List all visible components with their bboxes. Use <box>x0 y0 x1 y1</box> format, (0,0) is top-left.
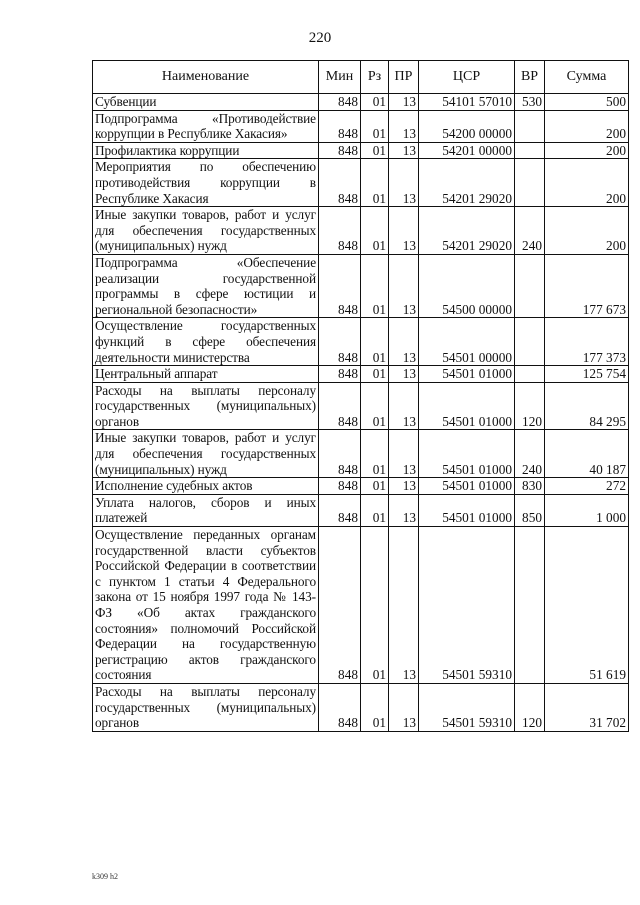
cell-name: Центральный аппарат <box>93 366 319 383</box>
cell-sum: 177 373 <box>545 318 629 366</box>
cell-min: 848 <box>319 494 361 526</box>
cell-pr: 13 <box>389 494 419 526</box>
cell-vr: 530 <box>515 94 545 111</box>
cell-pr: 13 <box>389 254 419 317</box>
header-name: Наименование <box>93 61 319 94</box>
cell-vr: 830 <box>515 478 545 495</box>
table-row <box>93 366 629 383</box>
cell-rz: 01 <box>361 142 389 159</box>
page-number: 220 <box>308 30 332 46</box>
cell-csr: 54501 01000 <box>419 430 515 478</box>
cell-sum: 500 <box>545 94 629 111</box>
cell-csr: 54501 00000 <box>419 318 515 366</box>
header-vr: ВР <box>515 61 545 94</box>
cell-pr: 13 <box>389 366 419 383</box>
header-csr: ЦСР <box>419 61 515 94</box>
cell-sum: 51 619 <box>545 527 629 684</box>
cell-rz: 01 <box>361 366 389 383</box>
cell-vr <box>515 254 545 317</box>
cell-rz: 01 <box>361 254 389 317</box>
cell-sum: 177 673 <box>545 254 629 317</box>
cell-name: Иные закупки товаров, работ и услуг для обеспечения государственных (муниципальных) нужд <box>93 430 319 478</box>
cell-name: Мероприятия по обеспечению противодействия коррупции в Республике Хакасия <box>93 159 319 207</box>
cell-csr: 54501 59310 <box>419 527 515 684</box>
cell-pr: 13 <box>389 683 419 731</box>
cell-pr: 13 <box>389 110 419 142</box>
cell-name: Профилактика коррупции <box>93 142 319 159</box>
cell-sum: 1 000 <box>545 494 629 526</box>
cell-name: Исполнение судебных актов <box>93 478 319 495</box>
cell-pr: 13 <box>389 527 419 684</box>
header-sum: Сумма <box>545 61 629 94</box>
table-row <box>93 207 629 255</box>
cell-name: Подпрограмма «Обеспечение реализации государственной программы в сфере юстиции и региональной безопасности» <box>93 254 319 317</box>
footer-code: k309 h2 <box>92 872 118 881</box>
cell-min: 848 <box>319 254 361 317</box>
cell-pr: 13 <box>389 142 419 159</box>
cell-sum: 200 <box>545 159 629 207</box>
cell-rz: 01 <box>361 94 389 111</box>
cell-rz: 01 <box>361 207 389 255</box>
cell-vr: 120 <box>515 683 545 731</box>
cell-csr: 54501 59310 <box>419 683 515 731</box>
cell-vr <box>515 527 545 684</box>
cell-csr: 54201 29020 <box>419 207 515 255</box>
cell-name: Подпрограмма «Противодействие коррупции в Республике Хакасия» <box>93 110 319 142</box>
cell-pr: 13 <box>389 318 419 366</box>
cell-sum: 31 702 <box>545 683 629 731</box>
table-row <box>93 382 629 430</box>
cell-rz: 01 <box>361 478 389 495</box>
cell-sum: 200 <box>545 110 629 142</box>
cell-sum: 125 754 <box>545 366 629 383</box>
cell-vr: 240 <box>515 207 545 255</box>
cell-rz: 01 <box>361 110 389 142</box>
cell-csr: 54201 00000 <box>419 142 515 159</box>
cell-sum: 40 187 <box>545 430 629 478</box>
budget-table <box>92 60 629 732</box>
cell-rz: 01 <box>361 683 389 731</box>
cell-name: Иные закупки товаров, работ и услуг для обеспечения государственных (муниципальных) нужд <box>93 207 319 255</box>
cell-sum: 200 <box>545 142 629 159</box>
cell-pr: 13 <box>389 94 419 111</box>
cell-min: 848 <box>319 110 361 142</box>
cell-min: 848 <box>319 366 361 383</box>
cell-pr: 13 <box>389 478 419 495</box>
table-row <box>93 494 629 526</box>
table-row <box>93 430 629 478</box>
cell-rz: 01 <box>361 382 389 430</box>
cell-vr <box>515 318 545 366</box>
cell-pr: 13 <box>389 159 419 207</box>
cell-rz: 01 <box>361 159 389 207</box>
cell-csr: 54101 57010 <box>419 94 515 111</box>
cell-vr: 850 <box>515 494 545 526</box>
table-row <box>93 94 629 111</box>
cell-min: 848 <box>319 142 361 159</box>
cell-csr: 54501 01000 <box>419 366 515 383</box>
header-row <box>93 61 629 94</box>
cell-sum: 200 <box>545 207 629 255</box>
table-row <box>93 159 629 207</box>
cell-sum: 84 295 <box>545 382 629 430</box>
header-rz: Рз <box>361 61 389 94</box>
cell-min: 848 <box>319 318 361 366</box>
table-row <box>93 142 629 159</box>
cell-name: Уплата налогов, сборов и иных платежей <box>93 494 319 526</box>
table-row <box>93 683 629 731</box>
cell-vr <box>515 110 545 142</box>
cell-vr <box>515 366 545 383</box>
table-row <box>93 478 629 495</box>
header-pr: ПР <box>389 61 419 94</box>
header-min: Мин <box>319 61 361 94</box>
table-row <box>93 527 629 684</box>
table-row <box>93 254 629 317</box>
cell-min: 848 <box>319 207 361 255</box>
cell-rz: 01 <box>361 430 389 478</box>
cell-min: 848 <box>319 94 361 111</box>
cell-rz: 01 <box>361 527 389 684</box>
cell-min: 848 <box>319 159 361 207</box>
cell-min: 848 <box>319 527 361 684</box>
cell-pr: 13 <box>389 207 419 255</box>
cell-vr <box>515 142 545 159</box>
cell-rz: 01 <box>361 494 389 526</box>
cell-csr: 54201 29020 <box>419 159 515 207</box>
cell-name: Расходы на выплаты персоналу государственных (муниципальных) органов <box>93 382 319 430</box>
cell-pr: 13 <box>389 382 419 430</box>
table-row <box>93 318 629 366</box>
cell-min: 848 <box>319 683 361 731</box>
cell-name: Расходы на выплаты персоналу государственных (муниципальных) органов <box>93 683 319 731</box>
cell-min: 848 <box>319 478 361 495</box>
table-row <box>93 110 629 142</box>
cell-csr: 54501 01000 <box>419 478 515 495</box>
cell-name: Субвенции <box>93 94 319 111</box>
cell-vr: 240 <box>515 430 545 478</box>
cell-min: 848 <box>319 382 361 430</box>
cell-vr: 120 <box>515 382 545 430</box>
cell-vr <box>515 159 545 207</box>
cell-csr: 54500 00000 <box>419 254 515 317</box>
cell-pr: 13 <box>389 430 419 478</box>
cell-rz: 01 <box>361 318 389 366</box>
cell-min: 848 <box>319 430 361 478</box>
cell-csr: 54200 00000 <box>419 110 515 142</box>
cell-name: Осуществление государственных функций в сфере обеспечения деятельности министерства <box>93 318 319 366</box>
cell-name: Осуществление переданных органам государственной власти субъектов Российской Федерации в соответствии с пунктом 1 статьи 4 Федерального закона от 15 ноября 1997 года № 143-ФЗ «Об актах гражданского состояния» полномочий Российской Федерации на государственную регистрацию актов гражданского состояния <box>93 527 319 684</box>
cell-sum: 272 <box>545 478 629 495</box>
cell-csr: 54501 01000 <box>419 494 515 526</box>
cell-csr: 54501 01000 <box>419 382 515 430</box>
